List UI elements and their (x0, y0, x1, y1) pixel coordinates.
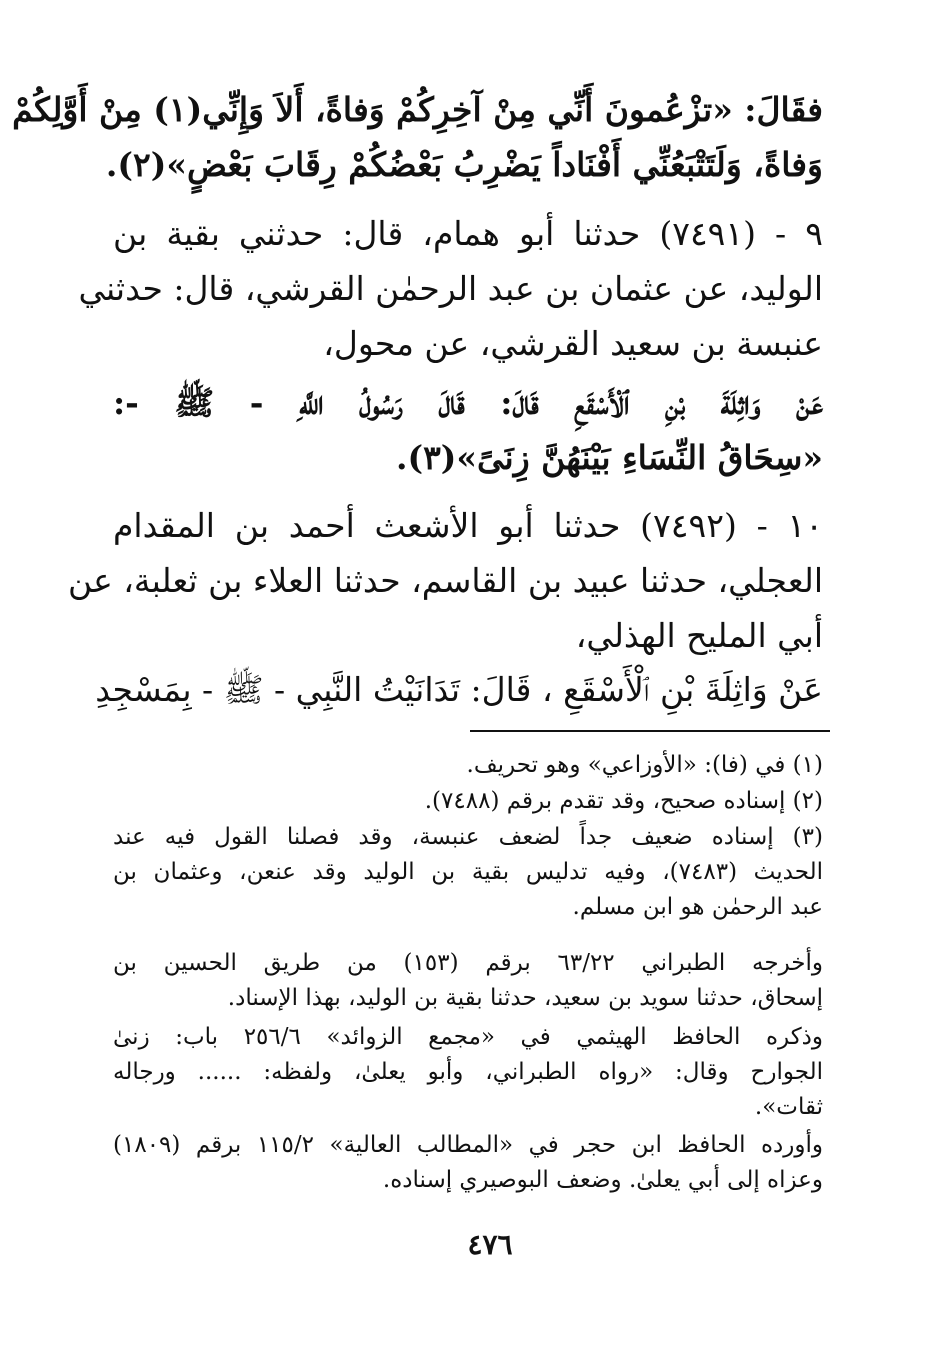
footnote-line: وذكره الحافظ الهيثمي في «مجمع الزوائد» ٢٥٦/٦ باب: زنىٰ (113, 1024, 823, 1050)
footnote-line: (٣) إسناده ضعيف جداً لضعف عنبسة، وقد فصلنا القول فيه عند (113, 824, 823, 850)
footnote-line: وأخرجه الطبراني ٦٣/٢٢ برقم (١٥٣) من طريق الحسين بن (113, 950, 824, 976)
text-line: فقَالَ: «تزْعُمونَ أَنِّي مِنْ آخِرِكُمْ وَفاةً، أَلاَ وَإِنِّي(١) مِنْ أَوَّلِكُمْ (12, 90, 823, 129)
footnote-note-tabarani (113, 946, 823, 1016)
isnad-10 (67, 498, 823, 663)
footnote-line: (٢) إسناده صحيح، وقد تقدم برقم (٧٤٨٨). (424, 788, 823, 814)
footnote-line: (١) في (فا): «الأوزاعي» وهو تحريف. (466, 752, 823, 778)
hadith-text-2 (113, 375, 823, 485)
footnote-line: عبد الرحمٰن هو ابن مسلم. (572, 894, 823, 920)
text-line: وَفاةً، وَلَتَتْبَعُنِّي أَفْنَاداً يَضْرِبُ بَعْضُكُمْ رِقَابَ بَعْضٍ»(٢). (105, 145, 823, 184)
text-line: عَنْ وَاثِلَةَ بْنِ ٱلْأَسْقَعِ ، قَالَ: تَدَانَيْتُ النَّبِي - ﷺ - بِمَسْجِدِ (95, 670, 823, 709)
footnote-3 (113, 820, 823, 925)
footnote-line: الحديث (٧٤٨٣)، وفيه تدليس بقية بن الوليد وقد عنعن، وعثمان بن (113, 859, 823, 885)
text-line: الوليد، عن عثمان بن عبد الرحمٰن القرشي، قال: حدثني (78, 269, 823, 308)
footnote-note-ibn-hajar (113, 1128, 823, 1198)
text-line: عنبسة بن سعيد القرشي، عن محول، (323, 324, 823, 363)
footnote-2 (113, 784, 823, 819)
text-line: ٩ - (٧٤٩١) حدثنا أبو همام، قال: حدثني بقية بن (113, 214, 823, 253)
page-number: ٤٧٦ (467, 1228, 513, 1261)
hadith-text-3 (95, 662, 823, 717)
text-line: عَنْ وَاثِلَةَ بْنِ ٱلْأَسْقَعِ قَالَ: قَالَ رَسُولُ اللَّهِ - ﷺ -: (113, 383, 823, 422)
text-line: ١٠ - (٧٤٩٢) حدثنا أبو الأشعث أحمد بن المقدام (113, 506, 823, 545)
footnote-line: وأورده الحافظ ابن حجر في «المطالب العالية» ١١٥/٢ برقم (١٨٠٩) (113, 1132, 823, 1158)
hadith-text-1 (12, 82, 823, 192)
text-line: العجلي، حدثنا عبيد بن القاسم، حدثنا العلاء بن ثعلبة، عن (67, 561, 823, 600)
text-line: أبي المليح الهذلي، (575, 616, 823, 655)
text-line: «سِحَاقُ النِّسَاءِ بَيْنَهُنَّ زِنَىً»(٣). (395, 438, 823, 477)
isnad-9 (78, 206, 823, 371)
footnote-line: إسحاق، حدثنا سويد بن سعيد، حدثنا بقية بن الوليد، بهذا الإسناد. (227, 985, 823, 1011)
footnote-line: ثقات». (754, 1094, 823, 1120)
footnote-line: وعزاه إلى أبي يعلىٰ. وضعف البوصيري إسناده. (382, 1167, 823, 1193)
footnote-line: الجوارح وقال: «رواه الطبراني، وأبو يعلىٰ، ولفظه: ...... ورجاله (113, 1059, 823, 1085)
footnote-1 (113, 748, 823, 783)
footnote-note-haythami (113, 1020, 823, 1125)
footnote-separator (470, 730, 830, 732)
